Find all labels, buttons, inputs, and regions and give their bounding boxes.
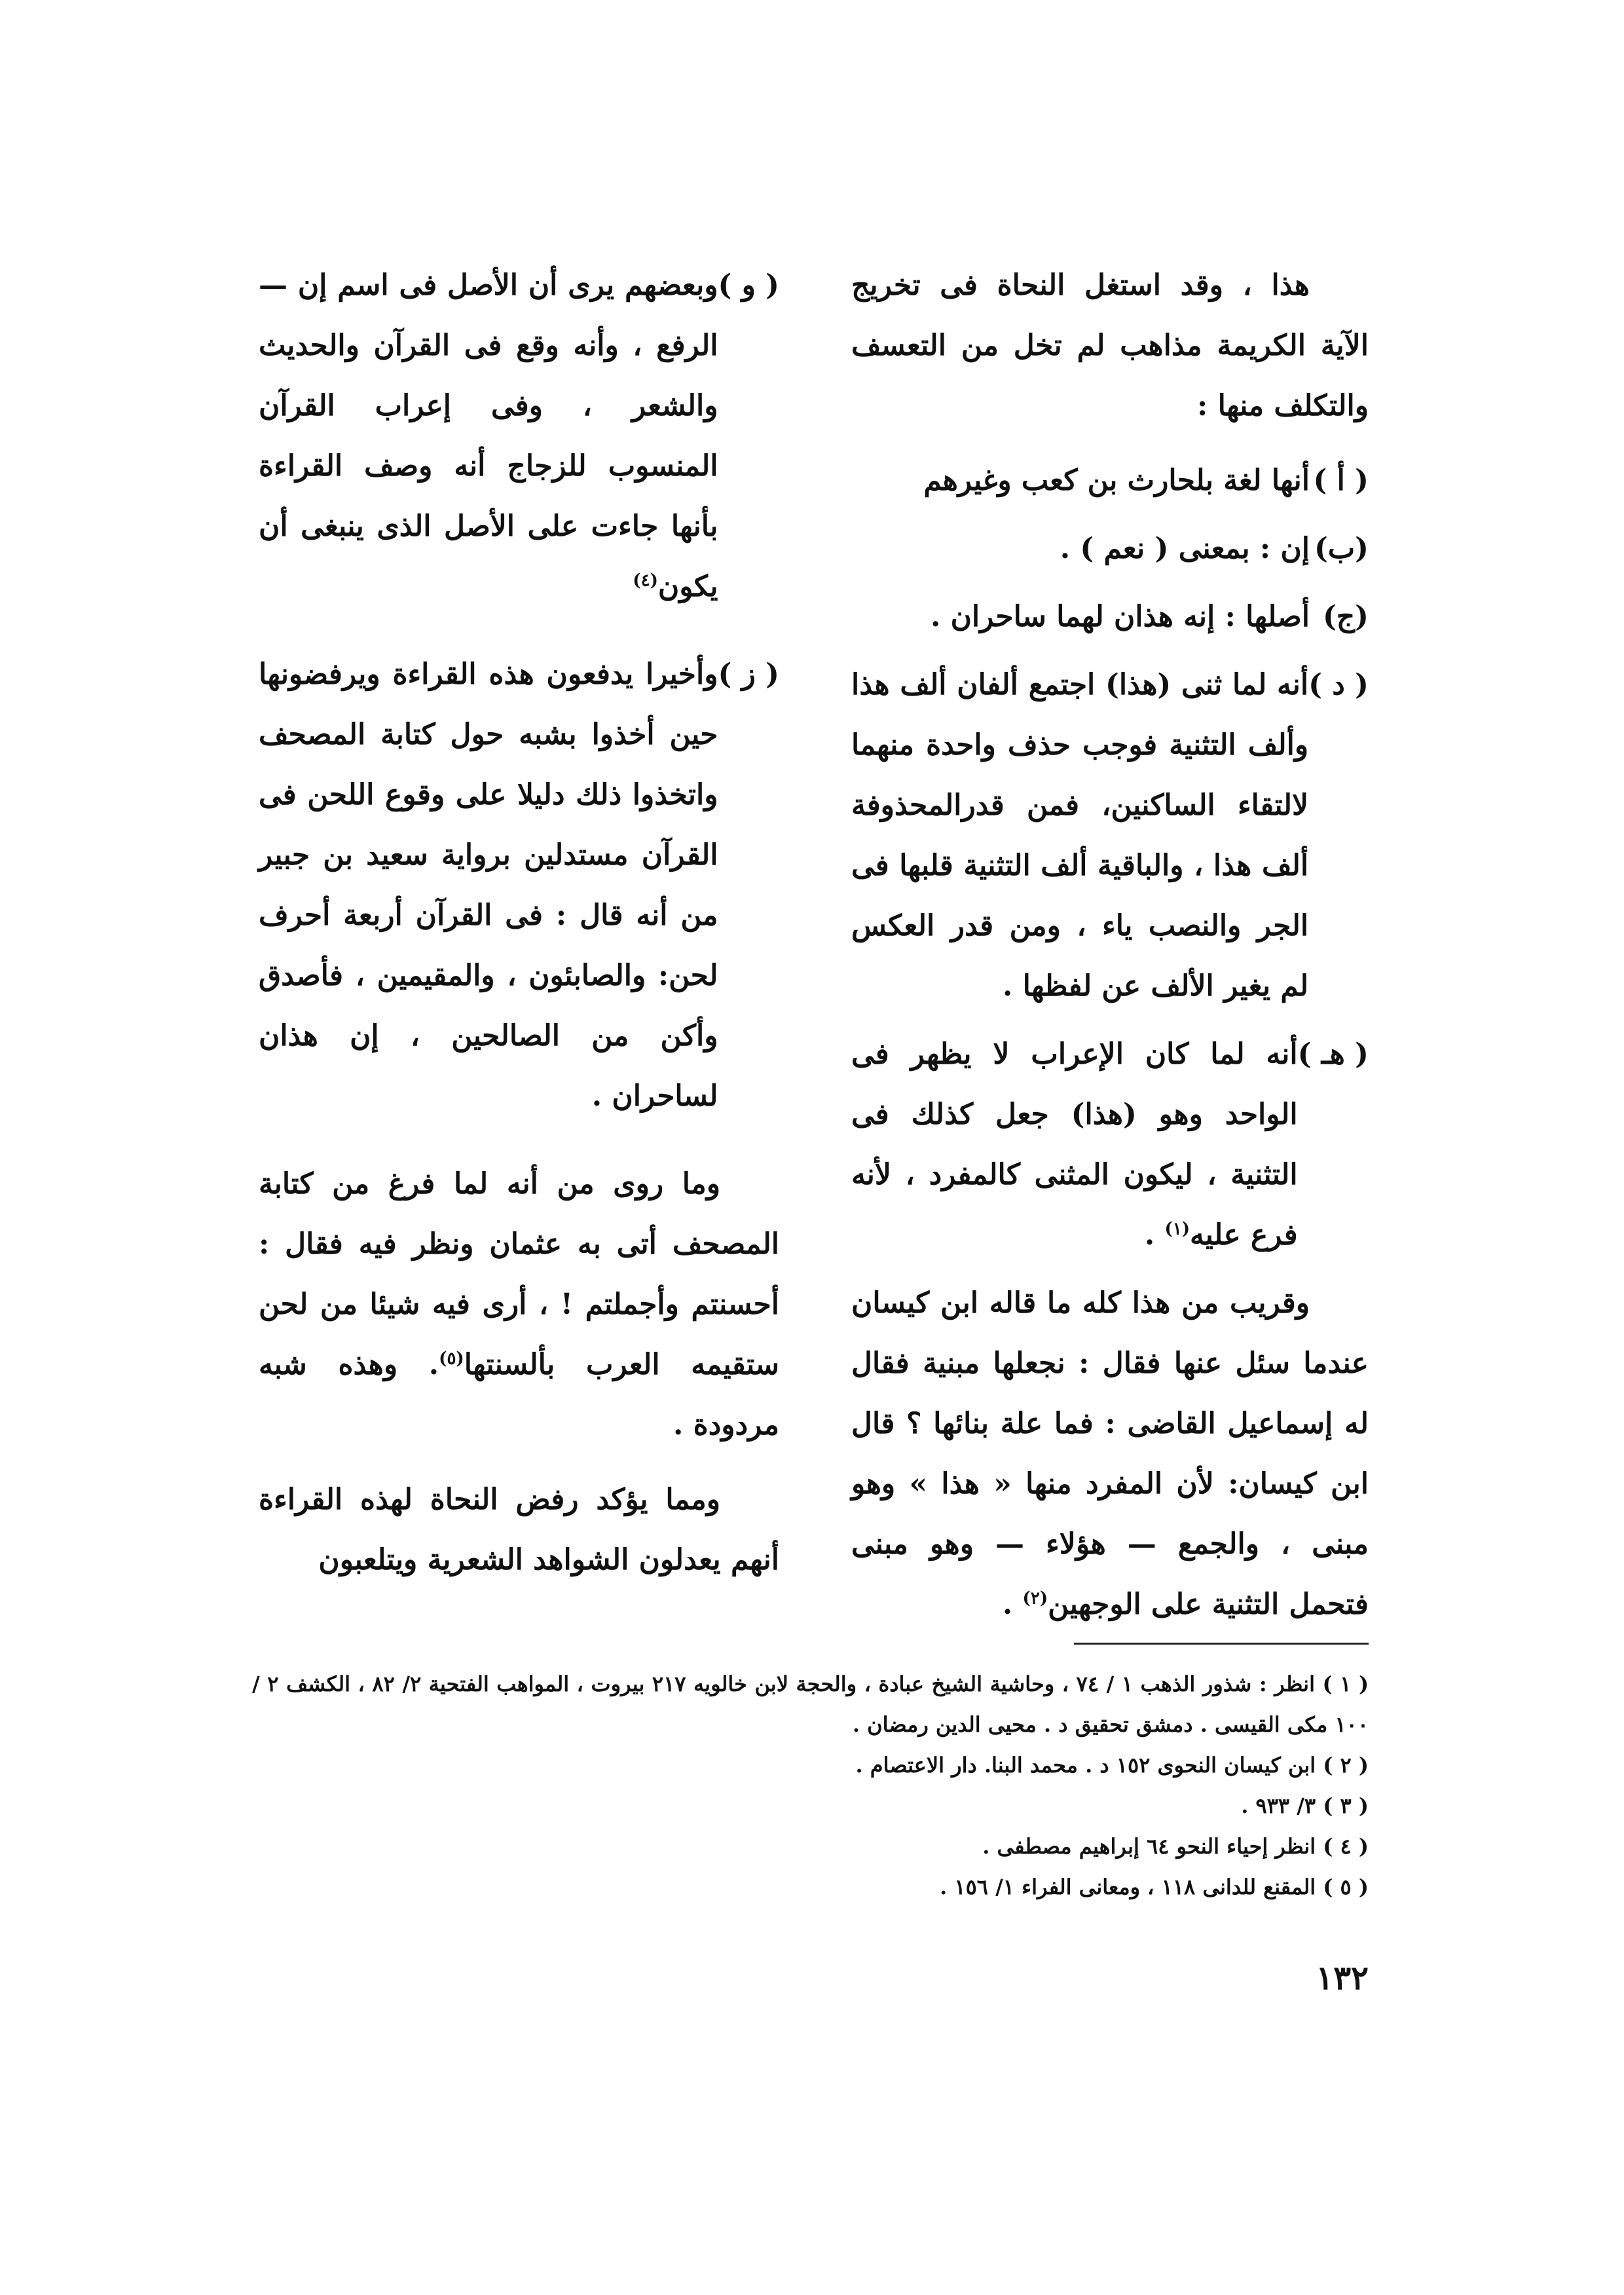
spacer xyxy=(259,625,779,644)
item-label: ( هـ ) xyxy=(1297,1037,1369,1071)
item-body: وبعضهم يرى أن الأصل فى اسم إن — الرفع ، وأنه وقع فى القرآن والحديث والشعر ، وفى إعراب القرآن المنسوب للزجاج أنه وصف القراءة بأنها جاءت على الأصل الذى ينبغى أن يكون xyxy=(259,269,718,603)
footnote-ref: (٥) xyxy=(439,1349,464,1369)
item-text: إن : بمعنى ( نعم ) . xyxy=(1060,532,1310,565)
footnote-4: ( ٤ ) انظر إحياء النحو ٦٤ إبراهيم مصطفى . xyxy=(982,1834,1369,1859)
footnote-2: ( ٢ ) ابن كيسان النحوى ١٥٢ د . محمد البنا. دار الاعتصام . xyxy=(855,1753,1369,1778)
footnotes xyxy=(252,1664,1369,1907)
item-label: (ج) xyxy=(1322,600,1369,633)
left-paragraph-2: ومما يؤكد رفض النحاة لهذه القراءة أنهم يعدلون الشواهد الشعرية ويتلعبون xyxy=(259,1483,779,1577)
spacer xyxy=(259,1134,779,1154)
item-text: أنها لغة بلحارث بن كعب وغيرهم xyxy=(923,464,1310,497)
list-item-b xyxy=(851,519,1369,579)
item-label: (ب) xyxy=(1314,532,1369,565)
item-label: ( و ) xyxy=(718,269,779,302)
item-text: أنه لما ثنى (هذا) اجتمع ألفان ألف هذا وألف التثنية فوجب حذف واحدة منهما لالتقاء الساكنين، فمن قدرالمحذوفة ألف هذا ، والباقية ألف التثنية قلبها فى الجر والنصب ياء ، ومن قدر العكس لم يغير الألف عن لفظها . xyxy=(851,668,1309,1003)
item-text xyxy=(259,255,718,617)
item-text: وأخيرا يدفعون هذه القراءة ويرفضونها حين أخذوا بشبه حول كتابة المصحف واتخذوا ذلك دليلا على وقوع اللحن فى القرآن مستدلين برواية سعيد بن جبير من أنه قال : فى القرآن أربعة أحرف لحن: والصابئون ، والمقيمين ، فأصدق وأكن من الصالحين ، إن هذان لساحران . xyxy=(259,658,718,1113)
list-item-h xyxy=(851,1024,1369,1265)
item-body: أنه لما كان الإعراب لا يظهر فى الواحد وهو (هذا) جعل كذلك فى التثنية ، ليكون المثنى كالمفرد ، لأنه فرع عليه xyxy=(851,1037,1298,1252)
para-tail: . وهذه شبه مردودة . xyxy=(259,1348,779,1442)
page-number: ١٣٢ xyxy=(1316,1958,1369,1997)
footnote-ref: (١) xyxy=(1164,1219,1190,1239)
item-label: ( د ) xyxy=(1308,668,1369,701)
right-column xyxy=(851,255,1369,1649)
list-item-z xyxy=(259,644,779,1127)
closing-text: وقريب من هذا كله ما قاله ابن كيسان عندما سئل عنها فقال : نجعلها مبنية فقال له إسماعيل القاضى : فما علة بنائها ؟ قال ابن كيسان: لأن المفرد منها « هذا » وهو مبنى ، والجمع — هؤلاء — وهو مبنى فتحمل التثنية على الوجهين xyxy=(851,1286,1369,1621)
right-intro-paragraph: هذا ، وقد استغل النحاة فى تخريج الآية الكريمة مذاهب لم تخل من التعسف والتكلف منها : xyxy=(851,269,1369,422)
closing-tail: . xyxy=(1002,1588,1023,1621)
item-tail: . xyxy=(1144,1218,1165,1252)
item-text xyxy=(851,1024,1298,1265)
item-label: ( ز ) xyxy=(718,658,779,691)
para-text: وما روى من أنه لما فرغ من كتابة المصحف أتى به عثمان ونظر فيه فقال : أحسنتم وأجملتم ! ، أرى فيه شيئا من لحن ستقيمه العرب بألسنتها xyxy=(259,1167,779,1381)
footnote-1: ( ١ ) انظر : شذور الذهب ١ / ٧٤ ، وحاشية الشيخ عبادة ، والحجة لابن خالويه ٢١٧ بيروت ، المواهب الفتحية ٢/ ٨٢ ، الكشف ٢ / ١٠٠ مكى القيسى . دمشق تحقيق د . محيى الدين رمضان . xyxy=(252,1671,1369,1737)
left-paragraph-1 xyxy=(259,1154,779,1455)
left-column xyxy=(259,255,779,1605)
list-item-d xyxy=(851,655,1369,1017)
list-item-w xyxy=(259,255,779,617)
list-item-c xyxy=(851,587,1369,647)
item-label: ( أ ) xyxy=(1313,464,1369,497)
footnote-5: ( ٥ ) المقنع للدانى ١١٨ ، ومعانى الفراء ١/ ١٥٦ . xyxy=(940,1875,1369,1899)
footnote-3: ( ٣ ) ٣/ ٩٣٣ . xyxy=(1241,1793,1369,1818)
item-text: أصلها : إنه هذان لهما ساحران . xyxy=(930,600,1310,633)
list-item-a xyxy=(851,451,1369,511)
footnote-separator xyxy=(1074,1643,1369,1645)
footnote-ref: (٢) xyxy=(1022,1588,1048,1609)
right-closing-paragraph xyxy=(851,1273,1369,1635)
footnote-ref: (٤) xyxy=(633,570,658,591)
